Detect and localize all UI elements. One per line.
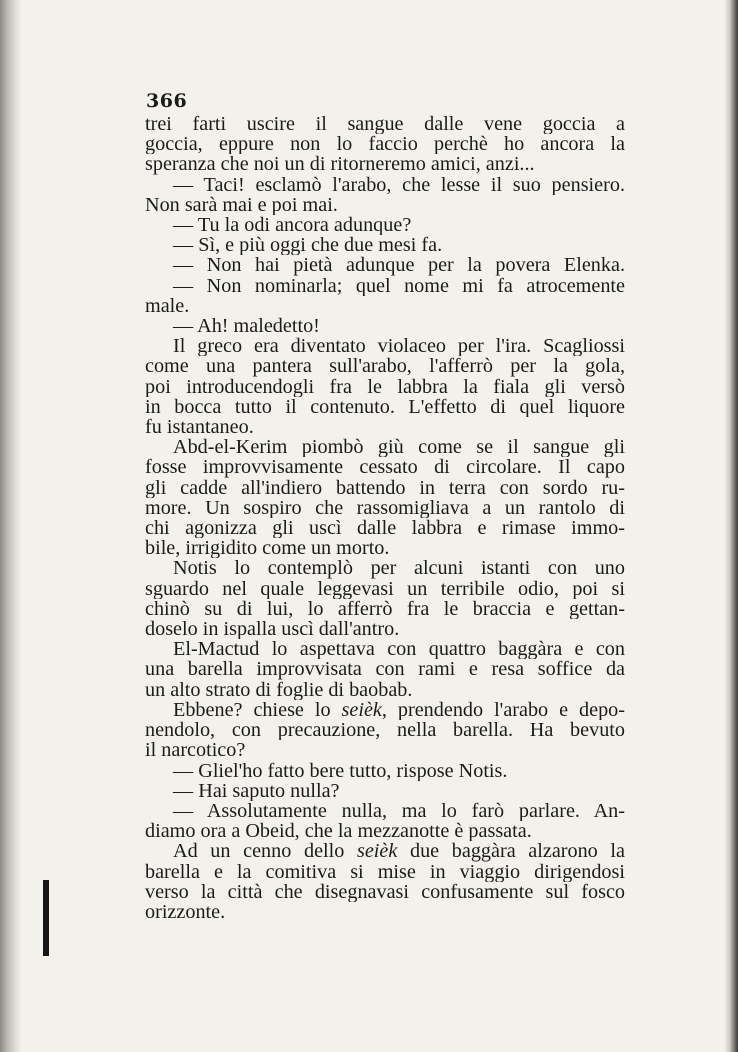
text-run: — Assolutamente nulla, ma lo farò parlare. An- (173, 800, 625, 822)
text-line (145, 215, 625, 235)
text-run: doselo in ispalla uscì dall'antro. (145, 619, 400, 640)
text-run: — Hai saputo nulla? (173, 780, 340, 801)
text-run: barella e la comitiva si mise in viaggio dirigendosi (145, 861, 625, 882)
text-run: orizzonte. (145, 901, 226, 923)
text-run: poi introducendogli fra le labbra la fiala gli versò (145, 376, 625, 397)
text-line (145, 276, 625, 296)
text-line (145, 599, 625, 619)
text-run: — Ah! maledetto! (173, 316, 320, 337)
text-line (145, 195, 625, 215)
text-run: Ad un cenno dello (173, 841, 357, 862)
text-run: chi agonizza gli uscì dalle labbra e rimase immo- (145, 518, 625, 539)
text-line (145, 356, 625, 376)
text-line (145, 902, 625, 922)
text-line (145, 114, 625, 134)
page-edge-shadow-left (0, 0, 22, 1052)
text-line (145, 457, 625, 477)
text-run: Ebbene? chiese lo (173, 699, 342, 721)
text-line (145, 700, 625, 720)
text-run: sguardo nel quale leggevasi un terribile odio, poi si (145, 578, 625, 599)
text-run: una barella improvvisata con rami e resa soffice da (145, 659, 625, 680)
text-run: , prendendo l'arabo e depo- (381, 699, 625, 721)
text-run: bile, irrigidito come un morto. (145, 538, 390, 559)
text-run: come una pantera sull'arabo, l'afferrò per la gola, (145, 356, 625, 377)
text-line (145, 761, 625, 781)
text-run: speranza che noi un di ritorneremo amici, anzi... (145, 154, 535, 175)
text-line (145, 720, 625, 740)
text-line (145, 498, 625, 518)
text-line (145, 882, 625, 902)
text-run: nendolo, con precauzione, nella barella. Ha bevuto (145, 720, 625, 741)
text-run: verso la città che disegnavasi confusamente sul fosco (145, 881, 625, 902)
text-run: fu istantaneo. (145, 417, 254, 438)
text-run: Abd-el-Kerim piombò giù come se il sangue gli (173, 437, 625, 458)
text-run: goccia, eppure non lo faccio perchè ho ancora la (145, 134, 625, 155)
italic-word: seièk (341, 699, 382, 721)
text-line (145, 801, 625, 821)
text-run: — Non nominarla; quel nome mi fa atrocemente (173, 275, 625, 296)
text-line (145, 680, 625, 700)
text-line (145, 336, 625, 356)
text-line (145, 235, 625, 255)
text-run: Notis lo contemplò per alcuni istanti con uno (173, 558, 625, 579)
text-run: trei farti uscire il sangue dalle vene goccia a (145, 114, 625, 135)
text-line (145, 437, 625, 457)
text-run: in bocca tutto il contenuto. L'effetto di quel liquore (145, 396, 625, 418)
text-line (145, 478, 625, 498)
text-run: El-Mactud lo aspettava con quattro baggàra e con (173, 639, 625, 660)
page-edge-shadow-right (724, 0, 738, 1052)
text-line (145, 175, 625, 195)
text-run: male. (145, 295, 190, 317)
text-run: diamo ora a Obeid, che la mezzanotte è passata. (145, 821, 532, 842)
text-line (145, 296, 625, 316)
text-run: fosse improvvisamente cessato di circolare. Il capo (145, 457, 625, 478)
text-run: — Taci! esclamò l'arabo, che lesse il suo pensiero. (173, 174, 625, 195)
text-line (145, 579, 625, 599)
text-run: — Tu la odi ancora adunque? (173, 215, 412, 236)
text-line (145, 639, 625, 659)
text-line (145, 659, 625, 679)
text-run: chinò su di lui, lo afferrò fra le braccia e gettan- (145, 598, 625, 620)
text-run: — Gliel'ho fatto bere tutto, rispose Notis. (173, 760, 508, 781)
text-run: more. Un sospiro che rassomigliava a un rantolo di (145, 497, 625, 519)
text-line (145, 740, 625, 760)
text-line (145, 538, 625, 558)
text-line (145, 781, 625, 801)
text-run: Non sarà mai e poi mai. (145, 194, 338, 216)
text-line (145, 841, 625, 861)
italic-word: seièk (356, 841, 398, 862)
text-line (145, 821, 625, 841)
text-line (145, 134, 625, 154)
text-run: due baggàra alzarono la (397, 841, 625, 862)
text-run: gli cadde all'indiero battendo in terra con sordo ru- (145, 477, 625, 498)
margin-ink-mark (43, 880, 49, 956)
text-line (145, 255, 625, 275)
text-line (145, 316, 625, 336)
text-line (145, 619, 625, 639)
text-line (145, 154, 625, 174)
text-line (145, 377, 625, 397)
page-number: 366 (146, 90, 188, 112)
text-line (145, 417, 625, 437)
text-line (145, 558, 625, 578)
text-line (145, 518, 625, 538)
text-line (145, 862, 625, 882)
text-run: Il greco era diventato violaceo per l'ira. Scagliossi (173, 336, 625, 357)
text-run: — Non hai pietà adunque per la povera Elenka. (173, 255, 625, 276)
text-run: il narcotico? (145, 740, 246, 761)
text-line (145, 397, 625, 417)
text-run: un alto strato di foglie di baobab. (145, 679, 413, 700)
page-text (145, 114, 625, 922)
text-run: — Sì, e più oggi che due mesi fa. (173, 235, 443, 256)
